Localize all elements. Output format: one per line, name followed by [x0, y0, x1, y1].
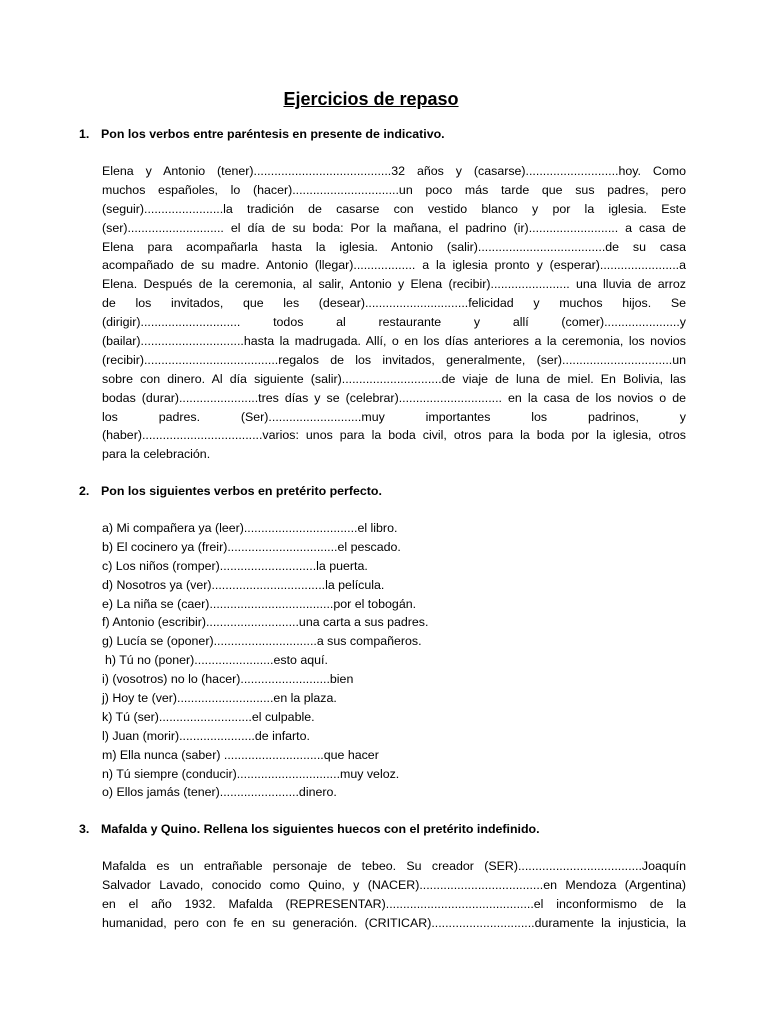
section-1-title: Pon los verbos entre paréntesis en presente de indicativo. [101, 127, 445, 141]
section-3-heading [79, 820, 699, 838]
paragraph-line: (dirigir)............................. todos al restaurante y allí (comer)......................y [102, 315, 686, 330]
list-item: b) El cocinero ya (freir)................................el pescado. [102, 539, 401, 554]
list-item: a) Mi compañera ya (leer).................................el libro. [102, 521, 398, 535]
paragraph-line: (haber)...................................varios: unos para la boda civil, otros para la boda por la iglesia, otros [102, 428, 686, 443]
paragraph-line: sobre con dinero. Al día siguiente (salir).............................de viaje de luna de miel. En Bolivia, las [102, 371, 686, 386]
list-item: c) Los niños (romper)............................la puerta. [102, 558, 368, 573]
section-3-title: Mafalda y Quino. Rellena los siguientes huecos con el pretérito indefinido. [101, 822, 540, 836]
paragraph-line: humanidad, pero con fe en su generación. (CRITICAR)..............................duramente la injusticia, la [102, 915, 686, 930]
paragraph-line: Elena. Después de la ceremonia, al salir, Antonio y Elena (recibir)....................... una lluvia de arroz [102, 277, 686, 292]
list-item: i) (vosotros) no lo (hacer)..........................bien [102, 672, 354, 687]
paragraph-line: Elena para acompañarla hasta la iglesia. Antonio (salir).....................................de su casa [102, 239, 686, 254]
paragraph-line: de los invitados, que les (desear)..............................felicidad y muchos hijos. Se [102, 296, 686, 311]
section-3-paragraph [102, 857, 686, 933]
section-1-paragraph [102, 162, 686, 464]
list-item: d) Nosotros ya (ver).................................la película. [102, 577, 385, 592]
list-item: g) Lucía se (oponer)..............................a sus compañeros. [102, 634, 422, 649]
list-item: n) Tú siempre (conducir)..............................muy veloz. [102, 766, 400, 781]
paragraph-line: en el año 1932. Mafalda (REPRESENTAR)...........................................el inconformismo de la [102, 896, 686, 911]
list-item: o) Ellos jamás (tener).......................dinero. [102, 785, 337, 800]
section-3-number: 3. [79, 822, 90, 836]
list-item: k) Tú (ser)...........................el culpable. [102, 709, 315, 724]
list-item: m) Ella nunca (saber) .............................que hacer [102, 747, 379, 762]
paragraph-line: (seguir).......................la tradición de casarse con vestido blanco y por la iglesia. Este [102, 201, 686, 216]
section-2-title: Pon los siguientes verbos en pretérito perfecto. [101, 484, 382, 498]
section-2-heading [79, 482, 699, 500]
list-item: h) Tú no (poner).......................esto aquí. [105, 653, 328, 668]
list-item: e) La niña se (caer)....................................por el tobogán. [102, 596, 417, 611]
page-title: Ejercicios de repaso [283, 89, 459, 109]
section-1-heading [79, 125, 699, 143]
list-item: l) Juan (morir)......................de infarto. [102, 728, 310, 743]
paragraph-line: Elena y Antonio (tener)........................................32 años y (casarse)...........................hoy. Como [102, 164, 686, 178]
paragraph-line: (bailar)..............................hasta la madrugada. Allí, o en los días anteriores a la ceremonia, los novios [102, 334, 686, 349]
paragraph-line: acompañado de su madre. Antonio (llegar).................. a la iglesia pronto y (esperar).......................a [102, 258, 686, 273]
paragraph-line: para la celebración. [102, 447, 211, 462]
paragraph-line: Salvador Lavado, conocido como Quino, y (NACER)....................................en Mendoza (Argentina) [102, 877, 686, 892]
paragraph-line: muchos españoles, lo (hacer)...............................un poco más tarde que sus padres, pero [102, 182, 686, 197]
paragraph-line: Mafalda es un entrañable personaje de tebeo. Su creador (SER)....................................Joaquín [102, 859, 686, 873]
paragraph-line: (recibir).......................................regalos de los invitados, generalmente, (ser)................................un [102, 352, 686, 367]
list-item: j) Hoy te (ver)............................en la plaza. [102, 691, 337, 706]
paragraph-line: bodas (durar).......................tres días y se (celebrar).............................. en la casa de los novios o de [102, 390, 686, 405]
section-2-list [102, 519, 686, 802]
list-item: f) Antonio (escribir)...........................una carta a sus padres. [102, 615, 429, 630]
section-2-number: 2. [79, 484, 90, 498]
section-1-number: 1. [79, 127, 90, 141]
paragraph-line: los padres. (Ser)...........................muy importantes los padrinos, y [102, 409, 686, 424]
paragraph-line: (ser)............................ el día de su boda: Por la mañana, el padrino (ir).......................... a casa de [102, 220, 686, 235]
